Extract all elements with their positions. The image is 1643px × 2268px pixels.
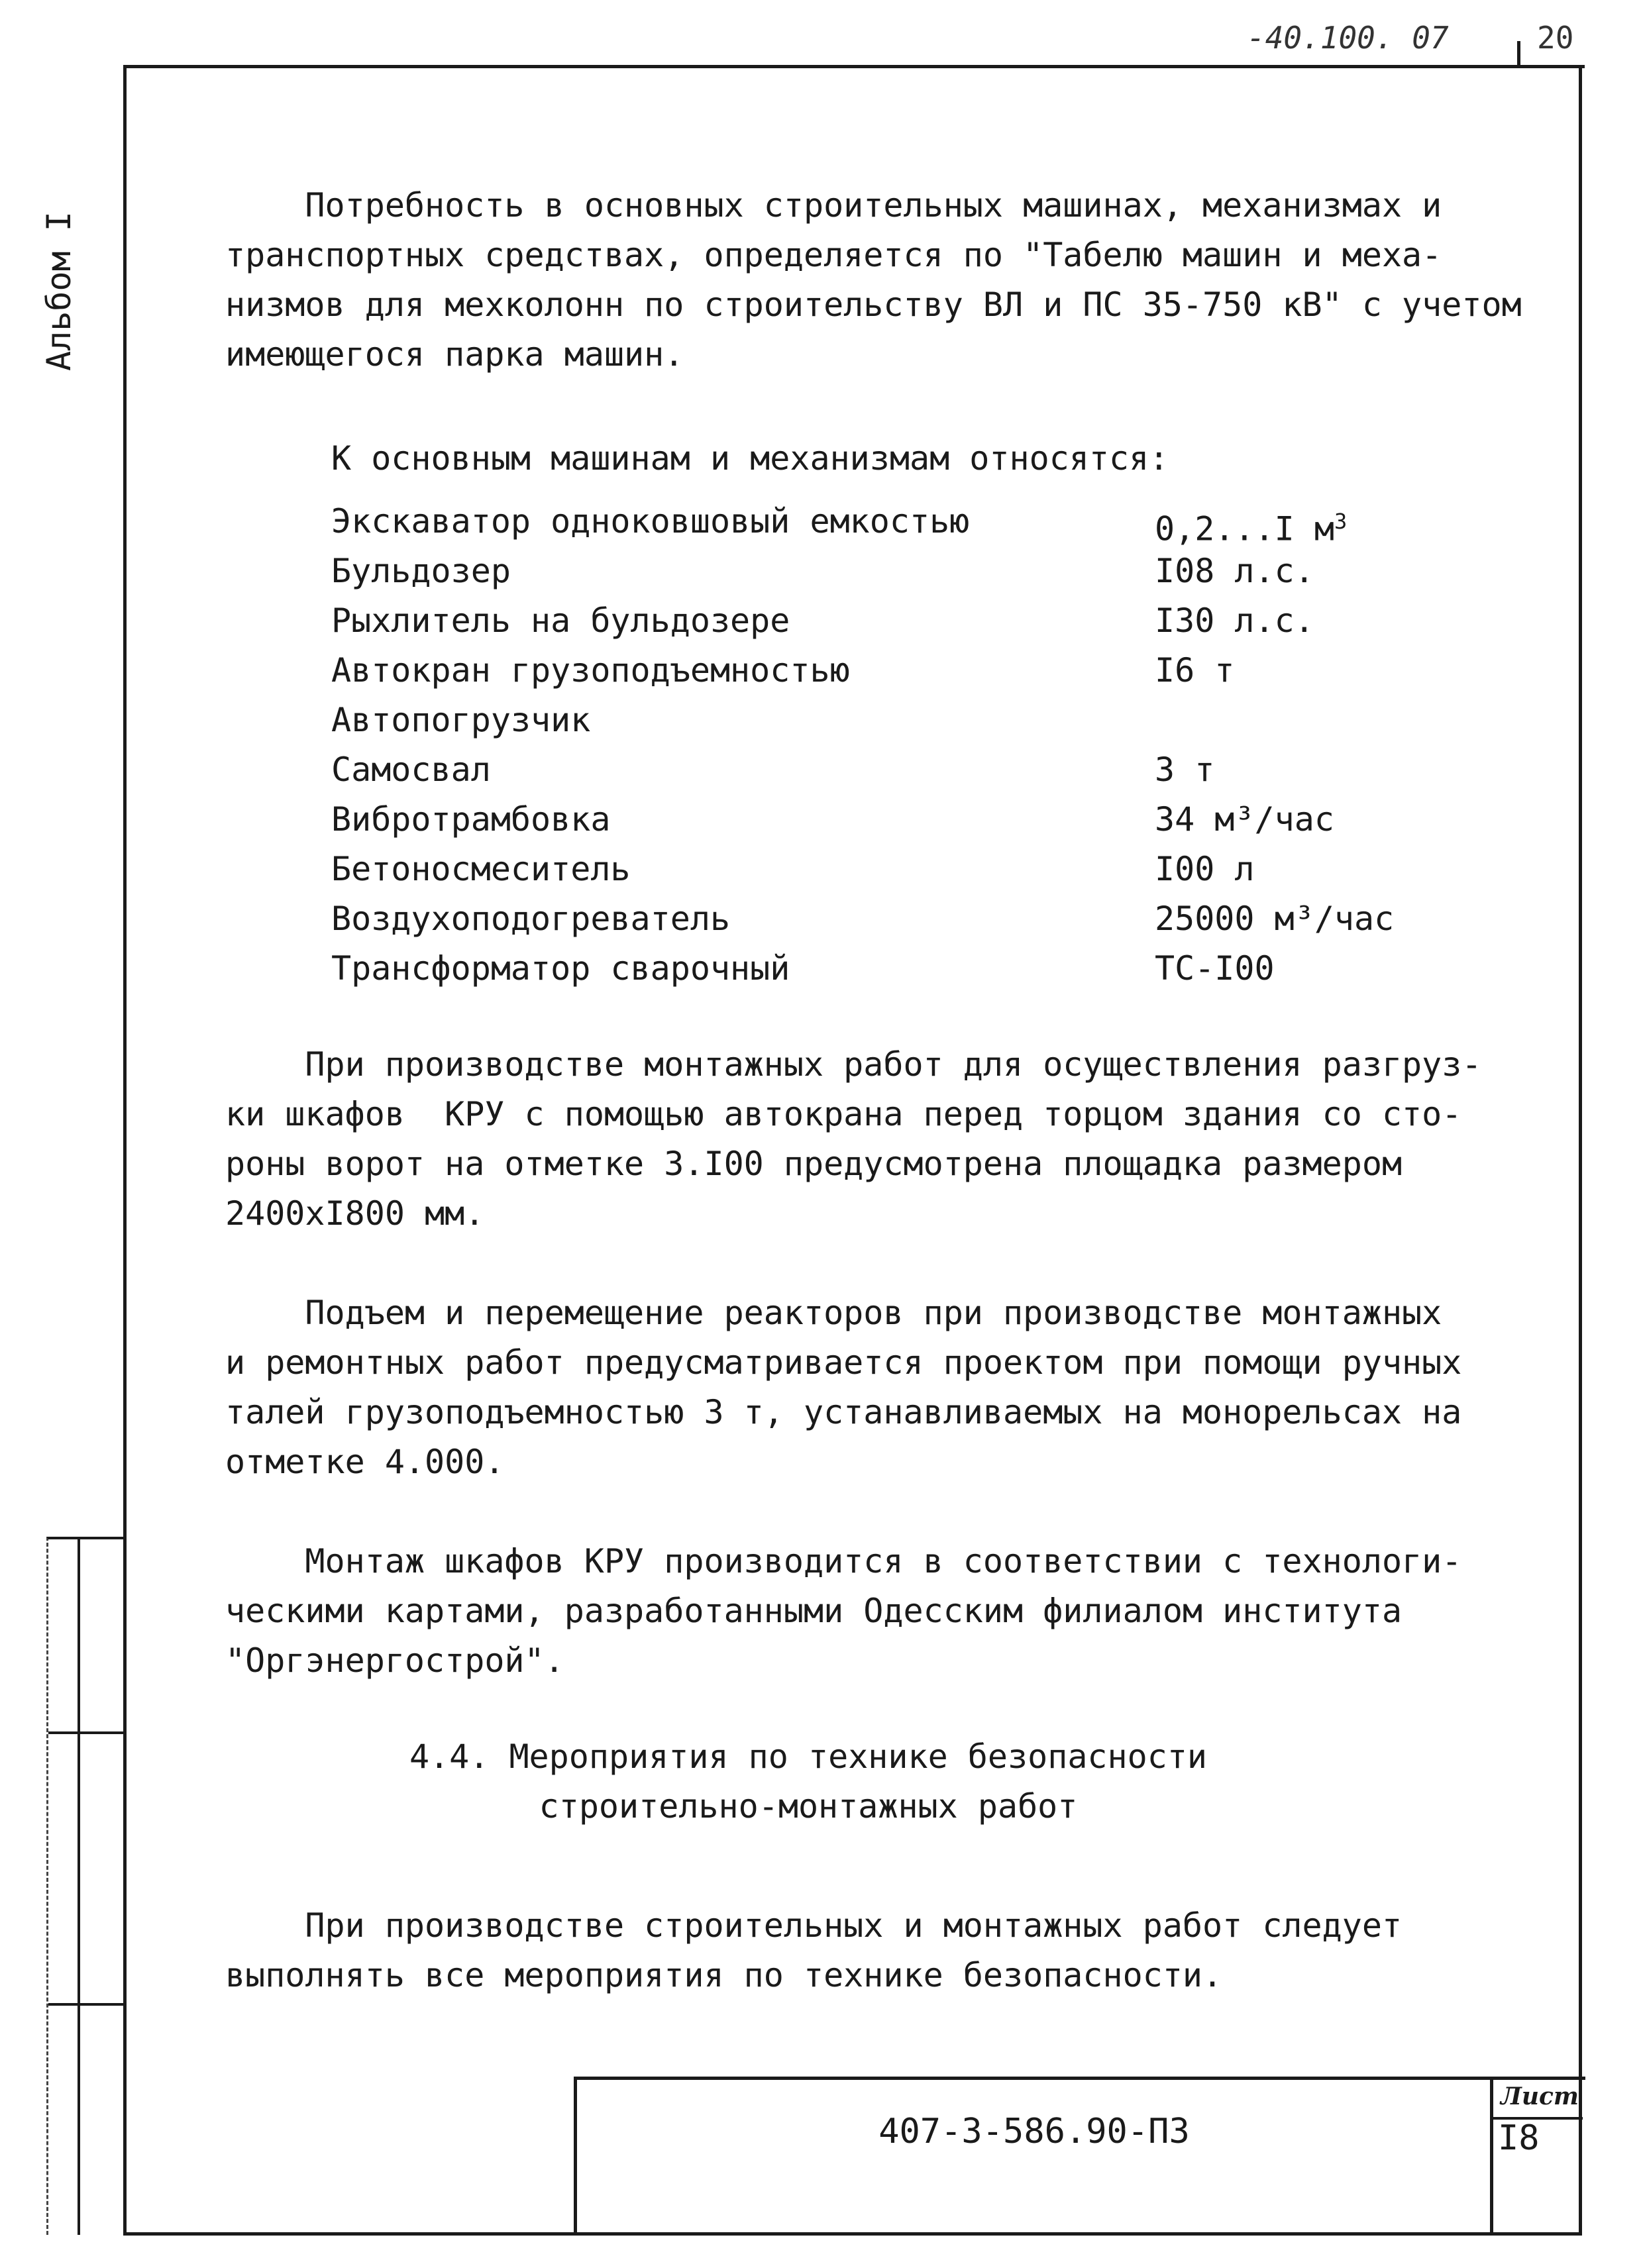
side-stamp <box>46 1537 125 2235</box>
machine-name: Рыхлитель на бульдозере <box>331 601 790 640</box>
section-heading-line1: 4.4. Мероприятия по технике безопасности <box>409 1737 1208 1776</box>
header-tick <box>1517 41 1520 66</box>
machine-value: I00 л <box>1155 850 1255 888</box>
machine-name: Трансформатор сварочный <box>331 949 790 988</box>
section-heading-line2: строительно-монтажных работ <box>539 1787 1078 1826</box>
machine-value: I6 т <box>1155 651 1235 690</box>
frame-right-border <box>1579 65 1582 2236</box>
paragraph-kru-mounting: Монтаж шкафов КРУ производится в соответствии с технологи- ческими картами, разработанными Одесским филиалом института "Оргэнергострой". <box>225 1542 1462 1680</box>
machine-value: I30 л.с. <box>1155 601 1314 640</box>
machine-value: 34 м³/час <box>1155 800 1334 839</box>
paragraph-kru-unloading: При производстве монтажных работ для осуществления разгруз- ки шкафов КРУ с помощью автокрана перед торцом здания со сто- роны ворот на отметке 3.I00 предусмотрена площадка размером 2400хI800 мм. <box>225 1045 1482 1233</box>
header-sheet-mark: 20 <box>1537 20 1574 56</box>
side-stamp-row-line <box>48 1731 125 1734</box>
machine-name: Автокран грузоподъемностью <box>331 651 850 690</box>
paragraph-safety: При производстве строительных и монтажных работ следует выполнять все мероприятия по технике безопасности. <box>225 1906 1403 1994</box>
machine-name: Воздухоподогреватель <box>331 900 731 938</box>
album-label: Альбом I <box>40 211 78 371</box>
side-stamp-row-line <box>48 2003 125 2006</box>
machine-name: Автопогрузчик <box>331 701 591 739</box>
side-stamp-divider <box>78 1539 80 2235</box>
machine-value: 0,2...I $м^3$ <box>1155 509 1348 548</box>
machine-value: I08 л.с. <box>1155 552 1314 590</box>
title-block <box>574 2077 1585 2236</box>
paragraph-reactor-lifting: Подъем и перемещение реакторов при производстве монтажных и ремонтных работ предусматривается проектом при помощи ручных талей грузоподъемностью 3 т, устанавливаемых на монорельсах на отметке 4.000. <box>225 1294 1462 1481</box>
document-code: 407-3-586.90-ПЗ <box>878 2112 1190 2151</box>
header-doc-mark: -40.100. 07 <box>1247 20 1449 56</box>
paragraph-machine-needs: Потребность в основных строительных машинах, механизмах и транспортных средствах, определяется по "Табелю машин и меха- низмов для мехколонн по строительству ВЛ и ПС 35-750 кВ" с учетом имеющегося парка машин. <box>225 186 1522 374</box>
sheet-number: I8 <box>1498 2118 1540 2158</box>
title-block-divider <box>1490 2080 1493 2236</box>
frame-top-border <box>123 65 1585 68</box>
machine-name: Вибротрамбовка <box>331 800 611 839</box>
machine-name: Бетоносмеситель <box>331 850 631 888</box>
machine-name: Экскаватор одноковшовый емкостью <box>331 502 970 541</box>
machine-name: Самосвал <box>331 750 491 789</box>
machine-name: Бульдозер <box>331 552 511 590</box>
sheet-label: Лист <box>1500 2083 1579 2110</box>
machine-value: 25000 м³/час <box>1155 900 1395 938</box>
machine-value: 3 т <box>1155 750 1215 789</box>
machine-value: ТС-I00 <box>1155 949 1275 988</box>
machines-intro: К основным машинам и механизмам относятся: <box>331 439 1169 478</box>
